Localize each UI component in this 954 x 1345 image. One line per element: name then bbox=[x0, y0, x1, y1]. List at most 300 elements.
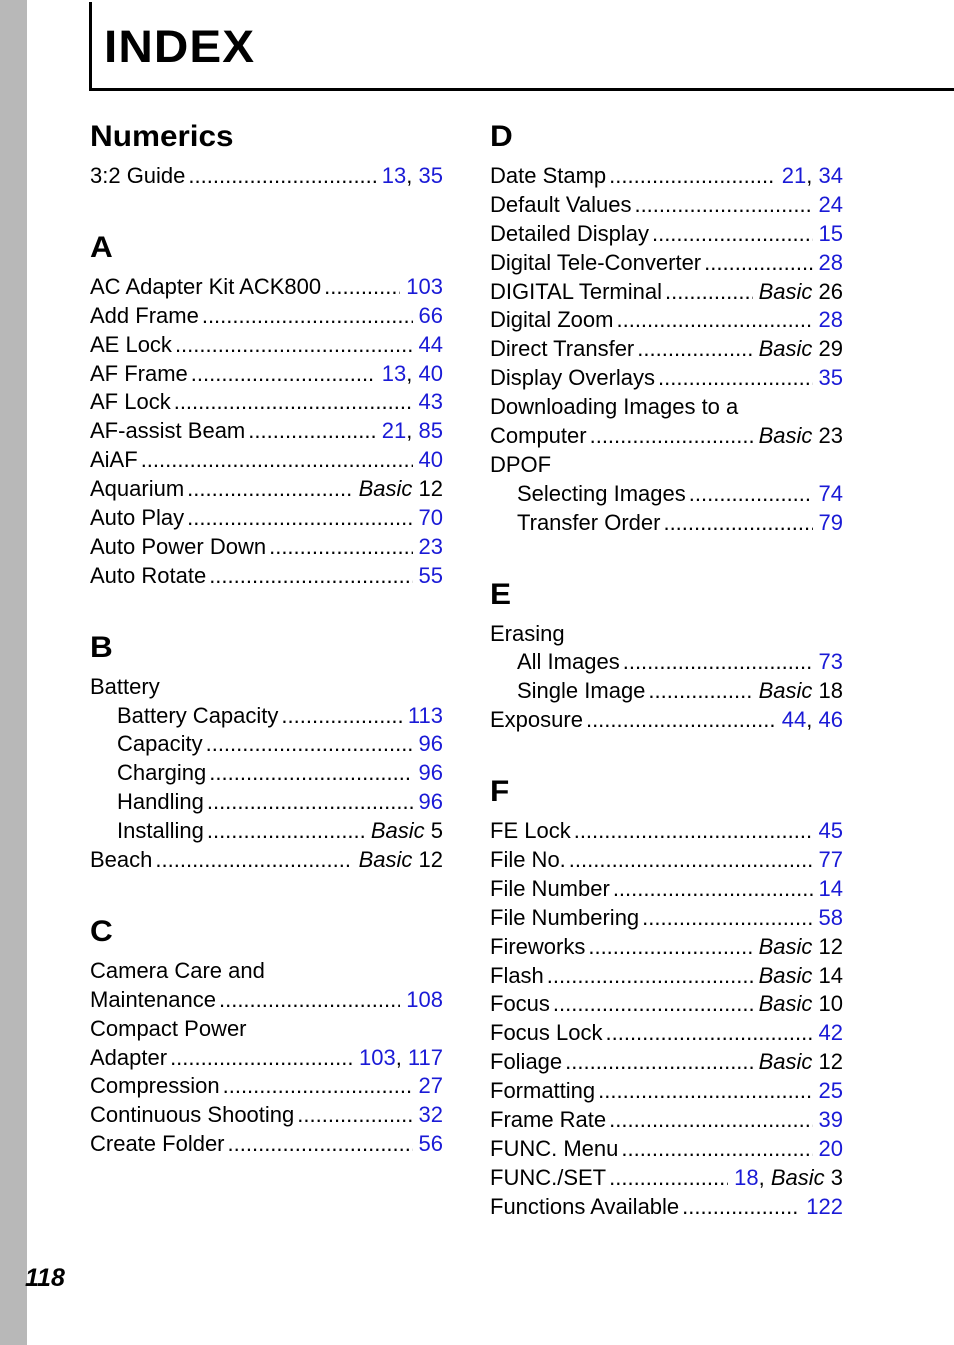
dot-leader bbox=[569, 846, 813, 875]
entry-label: Add Frame bbox=[90, 302, 199, 328]
entry-label: Foliage bbox=[490, 1049, 563, 1075]
page-link[interactable]: 28 bbox=[818, 249, 843, 275]
dot-leader bbox=[191, 360, 376, 389]
page-link[interactable]: 23 bbox=[418, 533, 443, 559]
page-link[interactable]: 85 bbox=[418, 418, 443, 444]
index-entry bbox=[90, 702, 443, 731]
dot-leader bbox=[689, 480, 813, 509]
dot-leader bbox=[547, 962, 753, 991]
dot-leader bbox=[187, 475, 352, 504]
basic-guide-ref: Basic bbox=[758, 423, 813, 449]
dot-leader bbox=[207, 817, 365, 846]
index-entry bbox=[90, 1130, 443, 1159]
page-link[interactable]: 96 bbox=[418, 760, 443, 786]
entry-label: Charging bbox=[117, 760, 207, 786]
page-separator: , bbox=[406, 360, 419, 386]
entry-label: Beach bbox=[90, 847, 153, 873]
entry-label: Single Image bbox=[517, 678, 646, 704]
page-link[interactable]: 103 bbox=[406, 273, 443, 299]
entry-label: Adapter bbox=[90, 1044, 168, 1070]
page-separator: , bbox=[806, 707, 819, 733]
entry-label: FUNC. Menu bbox=[490, 1135, 619, 1161]
index-entry bbox=[490, 648, 843, 677]
entry-label: Formatting bbox=[490, 1078, 596, 1104]
entry-label: Display Overlays bbox=[490, 365, 656, 391]
dot-leader bbox=[223, 1072, 413, 1101]
dot-leader bbox=[634, 191, 812, 220]
entry-pages bbox=[419, 562, 443, 591]
page-link[interactable]: 35 bbox=[818, 365, 843, 391]
entry-label: Continuous Shooting bbox=[90, 1102, 295, 1128]
entry-pages bbox=[819, 191, 843, 220]
section-spacer bbox=[90, 591, 443, 625]
dot-leader bbox=[652, 220, 813, 249]
basic-guide-page: 12 bbox=[818, 933, 843, 959]
basic-guide-ref: Basic bbox=[758, 933, 813, 959]
index-entry bbox=[490, 1077, 843, 1106]
index-entry bbox=[490, 1135, 843, 1164]
index-group-heading bbox=[490, 393, 843, 422]
page-link[interactable]: 40 bbox=[418, 447, 443, 473]
index-entry bbox=[490, 422, 843, 451]
index-entry bbox=[490, 875, 843, 904]
page-link[interactable]: 21 bbox=[781, 163, 807, 188]
entry-pages bbox=[419, 533, 443, 562]
dot-leader bbox=[663, 509, 812, 538]
page-link[interactable]: 21 bbox=[381, 418, 407, 444]
dot-leader bbox=[207, 788, 413, 817]
index-entry bbox=[490, 817, 843, 846]
entry-pages bbox=[819, 648, 843, 677]
page-link[interactable]: 70 bbox=[418, 505, 443, 531]
page-link[interactable]: 79 bbox=[818, 509, 843, 535]
page-number: 118 bbox=[25, 1264, 65, 1292]
dot-leader bbox=[155, 846, 352, 875]
entry-pages bbox=[759, 335, 843, 364]
index-entry bbox=[490, 220, 843, 249]
index-entry bbox=[490, 364, 843, 393]
basic-guide-page: 18 bbox=[818, 678, 843, 704]
entry-label: Transfer Order bbox=[517, 509, 661, 535]
entry-label: Battery Capacity bbox=[117, 702, 279, 728]
index-entry bbox=[490, 933, 843, 962]
index-entry bbox=[490, 706, 843, 735]
entry-pages bbox=[359, 475, 443, 504]
dot-leader bbox=[586, 706, 776, 735]
index-entry bbox=[490, 962, 843, 991]
index-group-heading bbox=[90, 957, 443, 986]
section-heading: E bbox=[490, 577, 512, 611]
entry-pages bbox=[819, 220, 843, 249]
dot-leader bbox=[609, 162, 776, 191]
entry-label: Auto Power Down bbox=[90, 533, 267, 559]
entry-pages bbox=[819, 249, 843, 278]
page-link[interactable]: 14 bbox=[818, 875, 843, 901]
dot-leader bbox=[553, 990, 753, 1019]
index-entry bbox=[490, 904, 843, 933]
dot-leader bbox=[202, 302, 413, 331]
page-link[interactable]: 103 bbox=[358, 1044, 396, 1070]
entry-pages bbox=[819, 1019, 843, 1048]
basic-guide-page: 3 bbox=[830, 1164, 843, 1190]
basic-guide-page: 12 bbox=[818, 1049, 843, 1075]
page-link[interactable]: 27 bbox=[418, 1073, 443, 1099]
dot-leader bbox=[704, 249, 812, 278]
entry-pages bbox=[759, 278, 843, 307]
entry-label: Camera Care and bbox=[90, 957, 265, 983]
page-link[interactable]: 96 bbox=[418, 789, 443, 815]
page-link[interactable]: 117 bbox=[407, 1044, 443, 1070]
page-link[interactable]: 122 bbox=[806, 1193, 843, 1219]
entry-label: Flash bbox=[490, 962, 544, 988]
page-link[interactable]: 40 bbox=[418, 360, 443, 386]
entry-pages bbox=[819, 1077, 843, 1106]
page-separator: , bbox=[406, 418, 419, 444]
entry-label: Installing bbox=[117, 818, 204, 844]
section-spacer bbox=[90, 875, 443, 909]
page-link[interactable]: 55 bbox=[418, 562, 443, 588]
dot-leader bbox=[175, 331, 413, 360]
entry-label: Direct Transfer bbox=[490, 336, 635, 362]
page-link[interactable]: 25 bbox=[818, 1078, 843, 1104]
entry-pages bbox=[382, 360, 443, 389]
page-link[interactable]: 113 bbox=[407, 702, 443, 728]
entry-pages bbox=[406, 273, 443, 302]
entry-label: DIGITAL Terminal bbox=[490, 278, 662, 304]
entry-label: AE Lock bbox=[90, 331, 172, 357]
entry-label: Frame Rate bbox=[490, 1107, 607, 1133]
entry-label: Digital Zoom bbox=[490, 307, 614, 333]
dot-leader bbox=[613, 875, 813, 904]
entry-pages bbox=[759, 677, 843, 706]
entry-label: DPOF bbox=[490, 451, 552, 477]
entry-pages bbox=[806, 1193, 843, 1222]
entry-pages bbox=[782, 706, 843, 735]
dot-leader bbox=[565, 1048, 752, 1077]
page-link[interactable]: 34 bbox=[818, 163, 843, 188]
entry-label: File No. bbox=[490, 847, 566, 873]
dot-leader bbox=[297, 1101, 412, 1130]
entry-label: Fireworks bbox=[490, 933, 586, 959]
dot-leader bbox=[281, 702, 402, 731]
dot-leader bbox=[648, 677, 752, 706]
index-entry bbox=[90, 986, 443, 1015]
entry-label: Functions Available bbox=[490, 1193, 680, 1219]
entry-label: Compression bbox=[90, 1073, 220, 1099]
entry-label: Capacity bbox=[117, 731, 203, 757]
entry-pages bbox=[819, 846, 843, 875]
page-link[interactable]: 46 bbox=[818, 707, 843, 733]
dot-leader bbox=[682, 1193, 800, 1222]
dot-leader bbox=[665, 278, 753, 307]
page-link[interactable]: 73 bbox=[818, 649, 843, 675]
entry-label: AF Lock bbox=[90, 389, 171, 415]
basic-guide-page: 10 bbox=[818, 991, 843, 1017]
title-rule-horizontal bbox=[89, 88, 954, 91]
entry-label: Create Folder bbox=[90, 1131, 225, 1157]
index-entry bbox=[90, 730, 443, 759]
basic-guide-ref: Basic bbox=[758, 962, 813, 988]
side-tab-bar bbox=[0, 0, 27, 1345]
dot-leader bbox=[574, 817, 813, 846]
entry-label: Compact Power bbox=[90, 1015, 247, 1041]
entry-pages bbox=[382, 417, 443, 446]
entry-label: Focus bbox=[490, 991, 550, 1017]
page-link[interactable]: 20 bbox=[818, 1135, 843, 1161]
section-spacer bbox=[490, 538, 843, 572]
entry-label: FUNC./SET bbox=[490, 1164, 607, 1190]
dot-leader bbox=[209, 759, 412, 788]
index-entry bbox=[490, 509, 843, 538]
entry-pages bbox=[819, 480, 843, 509]
entry-pages bbox=[819, 306, 843, 335]
page-link[interactable]: 13 bbox=[381, 360, 407, 386]
page-link[interactable]: 74 bbox=[818, 480, 843, 506]
dot-leader bbox=[616, 306, 812, 335]
entry-label: 3:2 Guide bbox=[90, 163, 186, 188]
index-entry bbox=[490, 335, 843, 364]
entry-label: Aquarium bbox=[90, 476, 185, 502]
dot-leader bbox=[141, 446, 413, 475]
basic-guide-page: 26 bbox=[818, 278, 843, 304]
index-group-heading bbox=[490, 620, 843, 649]
index-entry bbox=[90, 417, 443, 446]
index-group-heading bbox=[490, 451, 843, 480]
index-entry bbox=[90, 162, 443, 191]
dot-leader bbox=[642, 904, 812, 933]
entry-label: Detailed Display bbox=[490, 220, 649, 246]
index-entry bbox=[490, 162, 843, 191]
index-entry bbox=[90, 759, 443, 788]
entry-pages bbox=[734, 1164, 843, 1193]
page-link[interactable]: 18 bbox=[734, 1164, 759, 1190]
entry-pages bbox=[419, 759, 443, 788]
page-link[interactable]: 35 bbox=[418, 163, 443, 188]
page-link[interactable]: 13 bbox=[381, 163, 407, 188]
index-entry bbox=[490, 278, 843, 307]
index-entry bbox=[490, 1193, 843, 1222]
entry-label: File Number bbox=[490, 875, 610, 901]
entry-label: Erasing bbox=[490, 620, 565, 646]
index-entry bbox=[490, 306, 843, 335]
entry-label: Downloading Images to a bbox=[490, 394, 739, 420]
page-separator: , bbox=[806, 163, 819, 188]
entry-pages bbox=[759, 990, 843, 1019]
index-entry bbox=[90, 273, 443, 302]
entry-pages bbox=[419, 446, 443, 475]
basic-guide-page: 14 bbox=[818, 962, 843, 988]
entry-pages bbox=[759, 1048, 843, 1077]
entry-pages bbox=[419, 331, 443, 360]
entry-label: Handling bbox=[117, 789, 204, 815]
basic-guide-page: 23 bbox=[818, 423, 843, 449]
page-link[interactable]: 32 bbox=[418, 1102, 443, 1128]
basic-guide-ref: Basic bbox=[758, 991, 813, 1017]
entry-pages bbox=[406, 986, 443, 1015]
page-title: INDEX bbox=[104, 21, 256, 72]
index-entry bbox=[490, 191, 843, 220]
page-link[interactable]: 96 bbox=[418, 731, 443, 757]
dot-leader bbox=[188, 162, 375, 191]
index-entry bbox=[90, 302, 443, 331]
dot-leader bbox=[209, 562, 412, 591]
entry-label: Auto Rotate bbox=[90, 562, 207, 588]
dot-leader bbox=[187, 504, 412, 533]
page-link[interactable]: 43 bbox=[418, 389, 443, 415]
dot-leader bbox=[206, 730, 413, 759]
section-spacer bbox=[90, 191, 443, 225]
index-entry bbox=[490, 1164, 843, 1193]
page-link[interactable]: 66 bbox=[418, 302, 443, 328]
entry-pages bbox=[419, 1130, 443, 1159]
dot-leader bbox=[658, 364, 812, 393]
entry-pages bbox=[408, 702, 443, 731]
index-entry bbox=[90, 1101, 443, 1130]
index-entry bbox=[490, 1106, 843, 1135]
page-separator: , bbox=[406, 163, 419, 188]
entry-label: FE Lock bbox=[490, 818, 571, 844]
entry-label: Maintenance bbox=[90, 986, 216, 1012]
page-link[interactable]: 58 bbox=[818, 904, 843, 930]
page-link[interactable]: 42 bbox=[818, 1020, 843, 1046]
entry-pages bbox=[759, 933, 843, 962]
entry-label: AF-assist Beam bbox=[90, 418, 246, 444]
basic-guide-page: 29 bbox=[818, 336, 843, 362]
basic-guide-ref: Basic bbox=[758, 678, 813, 704]
index-entry bbox=[490, 677, 843, 706]
entry-pages bbox=[782, 162, 843, 191]
entry-pages bbox=[819, 904, 843, 933]
index-entry bbox=[90, 446, 443, 475]
dot-leader bbox=[228, 1130, 413, 1159]
basic-guide-ref: Basic bbox=[770, 1164, 825, 1190]
index-entry bbox=[90, 562, 443, 591]
section-heading: F bbox=[490, 775, 510, 809]
dot-leader bbox=[170, 1044, 353, 1073]
dot-leader bbox=[269, 533, 412, 562]
dot-leader bbox=[219, 986, 400, 1015]
entry-label: Date Stamp bbox=[490, 163, 607, 188]
index-entry bbox=[90, 1044, 443, 1073]
entry-pages bbox=[419, 1101, 443, 1130]
dot-leader bbox=[248, 417, 376, 446]
basic-guide-page: 12 bbox=[418, 847, 443, 873]
index-entry bbox=[90, 475, 443, 504]
dot-leader bbox=[623, 648, 813, 677]
index-entry bbox=[490, 846, 843, 875]
basic-guide-ref: Basic bbox=[358, 847, 413, 873]
dot-leader bbox=[606, 1019, 813, 1048]
index-entry bbox=[90, 360, 443, 389]
index-entry bbox=[90, 331, 443, 360]
entry-pages bbox=[419, 1072, 443, 1101]
page-link[interactable]: 28 bbox=[818, 307, 843, 333]
index-entry bbox=[90, 533, 443, 562]
basic-guide-page: 5 bbox=[430, 818, 443, 844]
dot-leader bbox=[609, 1164, 728, 1193]
page-link[interactable]: 24 bbox=[818, 191, 843, 217]
entry-pages bbox=[419, 302, 443, 331]
page-link[interactable]: 39 bbox=[818, 1107, 843, 1133]
section-heading: Numerics bbox=[90, 120, 234, 153]
index-column-left bbox=[90, 118, 443, 1159]
dot-leader bbox=[621, 1135, 812, 1164]
entry-label: AC Adapter Kit ACK800 bbox=[90, 273, 322, 299]
section-heading: C bbox=[90, 914, 113, 948]
entry-pages bbox=[759, 962, 843, 991]
section-heading: D bbox=[490, 120, 513, 153]
page-link[interactable]: 56 bbox=[418, 1131, 443, 1157]
entry-pages bbox=[359, 1044, 443, 1073]
index-entry bbox=[490, 480, 843, 509]
entry-pages bbox=[382, 162, 443, 191]
page-link[interactable]: 44 bbox=[418, 331, 443, 357]
entry-label: Battery bbox=[90, 673, 160, 699]
index-group-heading bbox=[90, 673, 443, 702]
entry-label: AF Frame bbox=[90, 360, 188, 386]
index-group-heading bbox=[90, 1015, 443, 1044]
index-entry bbox=[90, 388, 443, 417]
index-column-right bbox=[490, 118, 843, 1222]
entry-pages bbox=[759, 422, 843, 451]
section-heading: B bbox=[90, 630, 113, 664]
entry-pages bbox=[371, 817, 443, 846]
index-entry bbox=[490, 990, 843, 1019]
entry-label: Auto Play bbox=[90, 505, 185, 531]
page-link[interactable]: 45 bbox=[818, 818, 843, 844]
entry-pages bbox=[819, 875, 843, 904]
entry-pages bbox=[819, 1106, 843, 1135]
entry-label: File Numbering bbox=[490, 904, 640, 930]
entry-label: All Images bbox=[517, 649, 620, 675]
index-entry bbox=[90, 788, 443, 817]
entry-pages bbox=[359, 846, 443, 875]
index-entry bbox=[490, 249, 843, 278]
dot-leader bbox=[598, 1077, 812, 1106]
entry-label: AiAF bbox=[90, 447, 138, 473]
entry-pages bbox=[419, 730, 443, 759]
title-rule-vertical bbox=[89, 2, 92, 90]
entry-pages bbox=[419, 388, 443, 417]
page-link[interactable]: 15 bbox=[818, 220, 843, 246]
index-entry bbox=[90, 817, 443, 846]
entry-pages bbox=[419, 504, 443, 533]
basic-guide-ref: Basic bbox=[758, 1049, 813, 1075]
page-link[interactable]: 44 bbox=[781, 707, 807, 733]
dot-leader bbox=[174, 388, 413, 417]
page-link[interactable]: 108 bbox=[406, 986, 443, 1012]
entry-pages bbox=[819, 817, 843, 846]
dot-leader bbox=[324, 273, 400, 302]
index-entry bbox=[90, 504, 443, 533]
dot-leader bbox=[588, 933, 752, 962]
basic-guide-page: 12 bbox=[418, 476, 443, 502]
entry-label: Default Values bbox=[490, 191, 632, 217]
entry-label: Focus Lock bbox=[490, 1020, 603, 1046]
entry-label: Computer bbox=[490, 423, 587, 449]
entry-pages bbox=[819, 509, 843, 538]
index-entry bbox=[90, 1072, 443, 1101]
page-separator: , bbox=[758, 1164, 771, 1190]
index-entry bbox=[490, 1048, 843, 1077]
index-entry bbox=[490, 1019, 843, 1048]
entry-pages bbox=[819, 364, 843, 393]
page-link[interactable]: 77 bbox=[818, 847, 843, 873]
section-spacer bbox=[490, 735, 843, 769]
basic-guide-ref: Basic bbox=[758, 336, 813, 362]
basic-guide-ref: Basic bbox=[758, 278, 813, 304]
dot-leader bbox=[637, 335, 752, 364]
